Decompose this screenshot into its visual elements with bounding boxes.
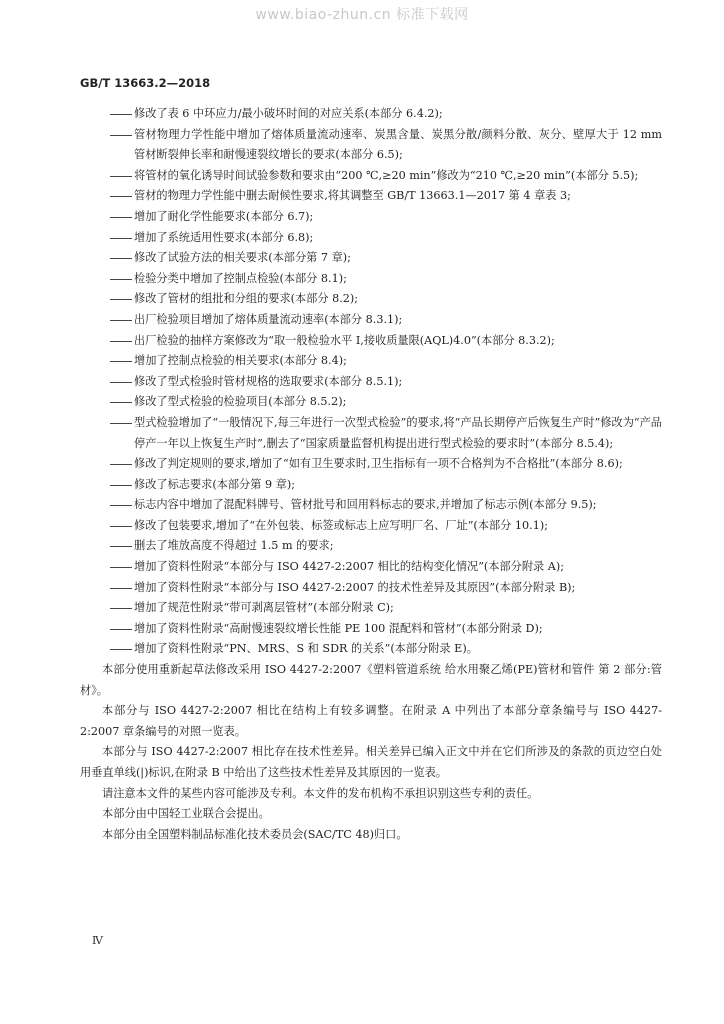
- list-item: 增加了规范性附录“带可剥离层管材”(本部分附录 C);: [134, 601, 394, 615]
- list-item: 标志内容中增加了混配料牌号、管材批号和回用料标志的要求,并增加了标志示例(本部分 9.5);: [134, 498, 597, 512]
- list-item: 出厂检验的抽样方案修改为“取一般检验水平 I,接收质量限(AQL)4.0”(本部分 8.3.2);: [134, 333, 555, 347]
- list-item: 增加了资料性附录“本部分与 ISO 4427-2:2007 相比的结构变化情况”(本部分附录 A);: [134, 560, 564, 574]
- paragraph-proposed-by: 本部分由中国轻工业联合会提出。: [102, 807, 270, 821]
- body-paragraphs: [80, 660, 662, 845]
- list-item: 修改了表 6 中环应力/最小破坏时间的对应关系(本部分 6.4.2);: [134, 107, 443, 120]
- site-watermark: www.biao-zhun.cn 标准下载网: [255, 7, 469, 23]
- list-item: 修改了判定规则的要求,增加了“如有卫生要求时,卫生指标有一项不合格判为不合格批”(本部分 8.6);: [134, 457, 623, 471]
- paragraph-patent-notice: 请注意本文件的某些内容可能涉及专利。本文件的发布机构不承担识别这些专利的责任。: [102, 786, 539, 800]
- main-content: [80, 104, 662, 845]
- list-item: 修改了型式检验的检验项目(本部分 8.5.2);: [134, 395, 347, 409]
- list-item: 修改了管材的组批和分组的要求(本部分 8.2);: [134, 292, 359, 306]
- list-item: 删去了堆放高度不得超过 1.5 m 的要求;: [134, 539, 334, 553]
- paragraph-technical-committee: 本部分由全国塑料制品标准化技术委员会(SAC/TC 48)归口。: [102, 827, 408, 841]
- change-list: [102, 104, 662, 660]
- list-item: 修改了型式检验时管材规格的选取要求(本部分 8.5.1);: [134, 374, 403, 388]
- list-item: 管材的物理力学性能中删去耐候性要求,将其调整至 GB/T 13663.1—2017 第 4 章表 3;: [134, 189, 571, 203]
- list-item: 增加了耐化学性能要求(本部分 6.7);: [134, 209, 314, 223]
- list-item: 管材物理力学性能中增加了熔体质量流动速率、炭黑含量、炭黑分散/颜料分散、灰分、壁厚大于 12 mm 管材断裂伸长率和耐慢速裂纹增长的要求(本部分 6.5);: [134, 127, 662, 162]
- paragraph-adoption: 本部分使用重新起草法修改采用 ISO 4427-2:2007《塑料管道系统 给水用聚乙烯(PE)管材和管件 第 2 部分:管材》。: [80, 663, 662, 697]
- list-item: 修改了包装要求,增加了“在外包装、标签或标志上应写明厂名、厂址”(本部分 10.1);: [134, 518, 548, 532]
- list-item: 出厂检验项目增加了熔体质量流动速率(本部分 8.3.1);: [134, 312, 403, 326]
- list-item: 增加了资料性附录“高耐慢速裂纹增长性能 PE 100 混配料和管材”(本部分附录 D);: [134, 621, 543, 635]
- document-code: GB/T 13663.2—2018: [80, 76, 211, 90]
- list-item: 修改了标志要求(本部分第 9 章);: [134, 477, 295, 491]
- list-item: 型式检验增加了“一般情况下,每三年进行一次型式检验”的要求,将“产品长期停产后恢复生产时”修改为“产品停产一年以上恢复生产时”,删去了“国家质量监督机构提出进行型式检验的要求时”(本部分 8.5.4);: [134, 415, 662, 450]
- list-item: 检验分类中增加了控制点检验(本部分 8.1);: [134, 271, 347, 285]
- page-number: Ⅳ: [92, 934, 103, 947]
- list-item: 增加了系统适用性要求(本部分 6.8);: [134, 230, 314, 244]
- list-item: 将管材的氧化诱导时间试验参数和要求由“200 ℃,≥20 min”修改为“210 ℃,≥20 min”(本部分 5.5);: [134, 168, 639, 182]
- list-item: 修改了试验方法的相关要求(本部分第 7 章);: [134, 251, 351, 265]
- paragraph-structure: 本部分与 ISO 4427-2:2007 相比在结构上有较多调整。在附录 A 中列出了本部分章条编号与 ISO 4427-2:2007 章条编号的对照一览表。: [80, 704, 662, 738]
- list-item: 增加了资料性附录“本部分与 ISO 4427-2:2007 的技术性差异及其原因”(本部分附录 B);: [134, 580, 576, 594]
- paragraph-technical-differences: 本部分与 ISO 4427-2:2007 相比存在技术性差异。相关差异已编入正文中并在它们所涉及的条款的页边空白处用垂直单线(|)标识,在附录 B 中给出了这些技术性差异及其原因的一览表。: [80, 745, 662, 779]
- list-item: 增加了控制点检验的相关要求(本部分 8.4);: [134, 354, 347, 368]
- list-item: 增加了资料性附录“PN、MRS、S 和 SDR 的关系”(本部分附录 E)。: [134, 642, 478, 656]
